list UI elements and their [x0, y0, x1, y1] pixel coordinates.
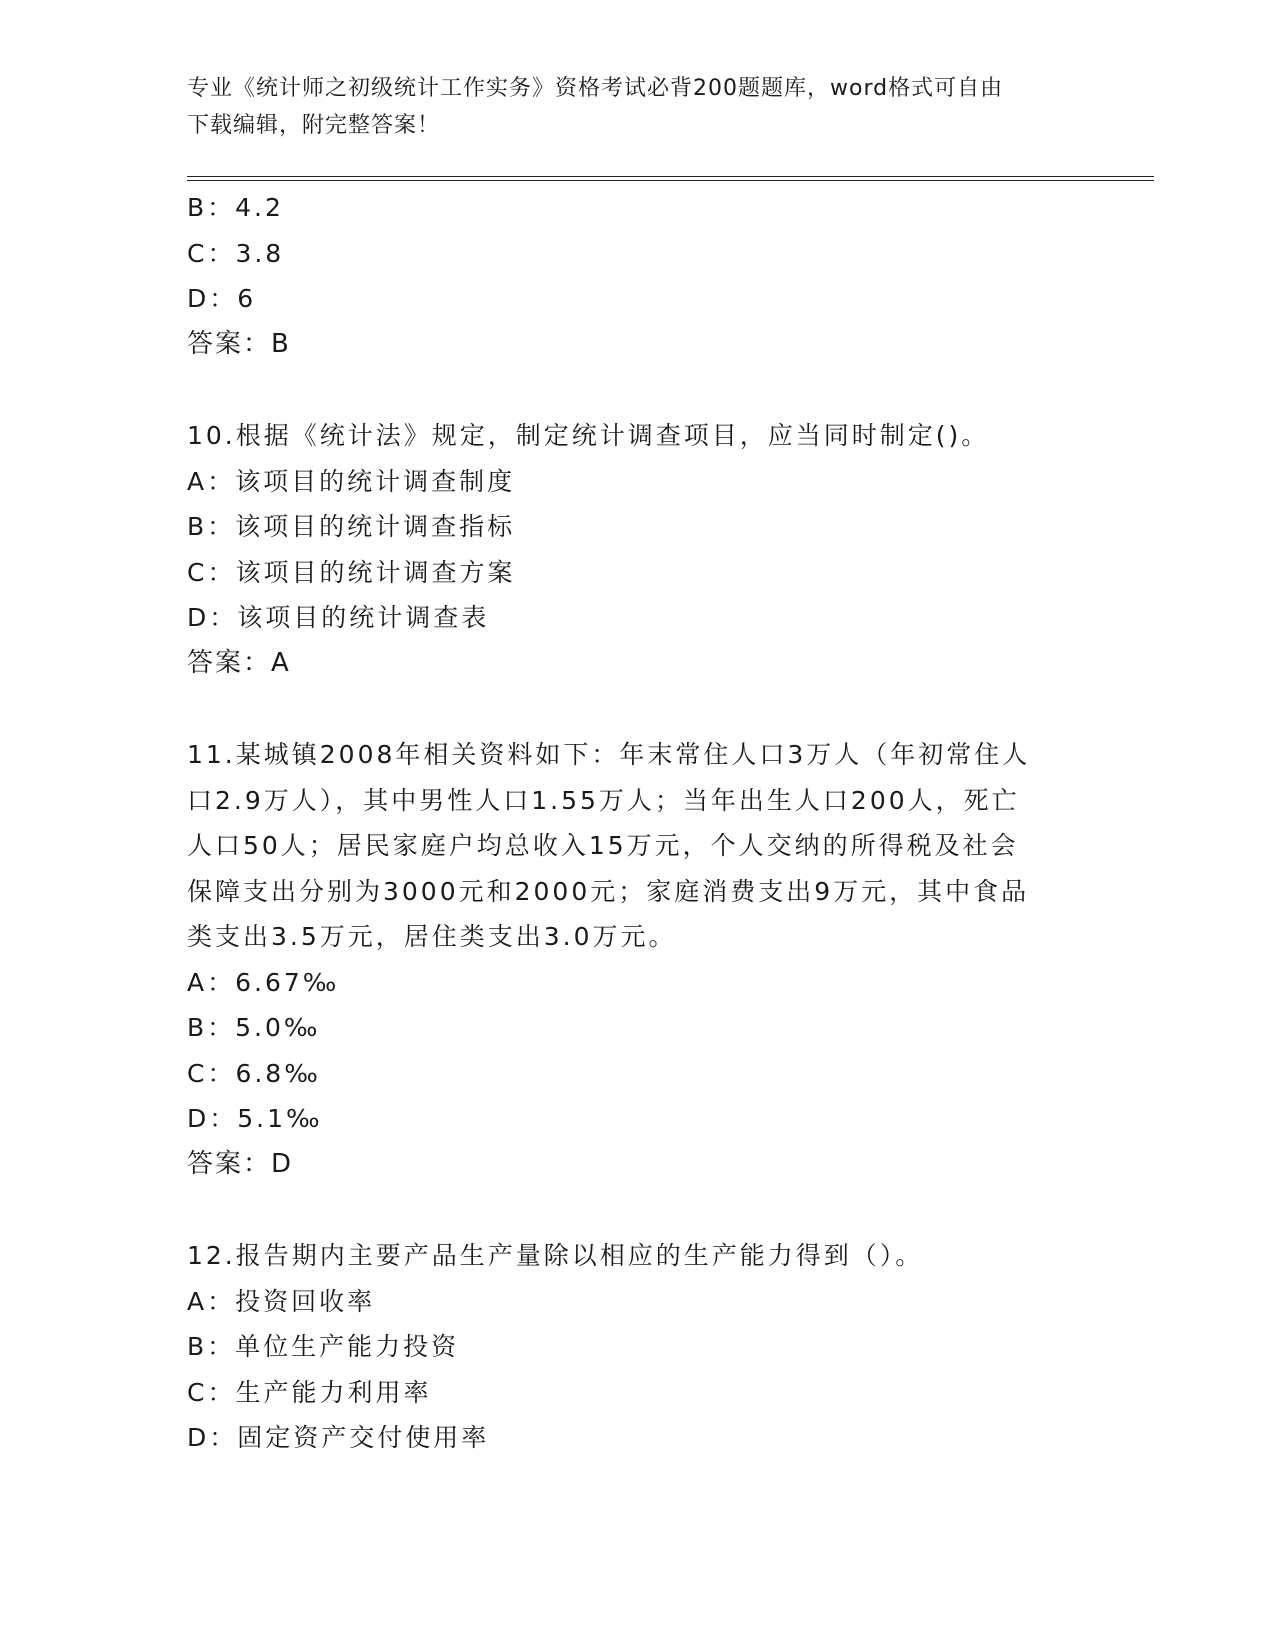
question-stem-line: 11.某城镇2008年相关资料如下：年末常住人口3万人（年初常住人: [187, 740, 1031, 769]
option-c: C：3.8: [187, 238, 285, 268]
option-b: B：该项目的统计调查指标: [187, 512, 516, 541]
question-list: [187, 185, 1147, 1461]
option-d: D：该项目的统计调查表: [187, 603, 490, 632]
question-stem-line: 口2.9万人），其中男性人口1.55万人；当年出生人口200人，死亡: [187, 785, 1020, 815]
question-12: [187, 1233, 1147, 1461]
answer: 答案：D: [187, 1148, 294, 1179]
option-c: C：6.8‰: [187, 1058, 321, 1088]
answer: 答案：A: [187, 647, 291, 678]
option-a: A：该项目的统计调查制度: [187, 466, 516, 496]
option-d: D：固定资产交付使用率: [187, 1423, 490, 1452]
question-stem-line: 保障支出分别为3000元和2000元；家庭消费支出9万元，其中食品: [187, 876, 1030, 906]
document-page: [187, 70, 1147, 1461]
option-b: B：4.2: [187, 193, 284, 222]
question-stem: 12.报告期内主要产品生产量除以相应的生产能力得到（）。: [187, 1241, 924, 1270]
answer: 答案：B: [187, 328, 291, 359]
question-11: [187, 732, 1147, 1187]
option-c: C：该项目的统计调查方案: [187, 557, 516, 587]
header-line-1: 专业《统计师之初级统计工作实务》资格考试必背200题题库，word格式可自由: [187, 76, 1004, 101]
option-d: D：5.1‰: [187, 1104, 323, 1133]
option-c: C：生产能力利用率: [187, 1377, 432, 1407]
option-b: B：5.0‰: [187, 1013, 321, 1042]
option-a: A：投资回收率: [187, 1286, 376, 1316]
option-d: D：6: [187, 284, 257, 313]
option-a: A：6.67‰: [187, 967, 340, 997]
document-header: [187, 70, 1147, 144]
question-stem: 10.根据《统计法》规定，制定统计调查项目，应当同时制定()。: [187, 421, 990, 450]
option-b: B：单位生产能力投资: [187, 1332, 460, 1361]
header-line-2: 下载编辑，附完整答案！: [187, 113, 441, 138]
question-9: [187, 185, 1147, 367]
question-stem-line: 人口50人；居民家庭户均总收入15万元，个人交纳的所得税及社会: [187, 831, 1019, 860]
question-10: [187, 413, 1147, 686]
header-divider: [187, 176, 1154, 181]
question-stem-line: 类支出3.5万元，居住类支出3.0万元。: [187, 922, 677, 951]
